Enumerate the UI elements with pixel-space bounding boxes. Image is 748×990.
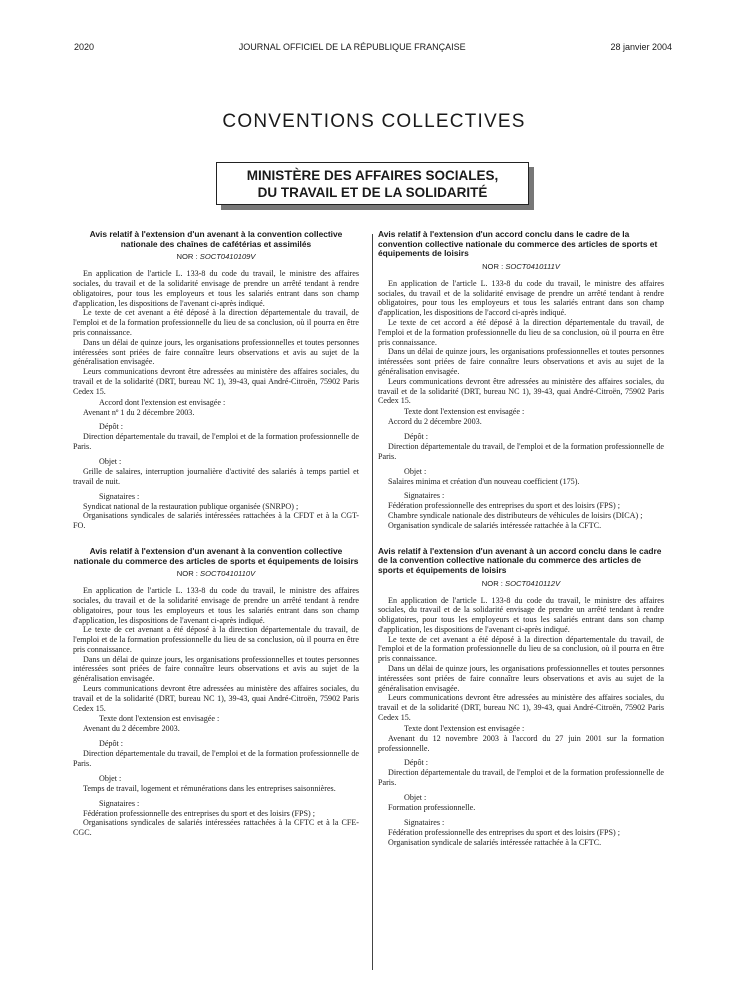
- nor-code: SOCT0410110V: [200, 569, 256, 579]
- section-title: CONVENTIONS COLLECTIVES: [222, 111, 526, 132]
- signataire: Syndicat national de la restauration publique organisée (SNRPO) ;: [83, 501, 299, 511]
- nor-code: SOCT0410111V: [505, 261, 560, 271]
- objet-text: Formation professionnelle.: [388, 803, 476, 813]
- signataires-label: Signataires :: [404, 491, 445, 501]
- nor-line: NOR : SOCT0410111V: [482, 261, 560, 271]
- signataire: Fédération professionnelle des entreprises du sport et des loisirs (FPS) ;: [388, 501, 620, 511]
- text-label: Texte dont l'extension est envisagée :: [404, 407, 525, 417]
- paragraph: Dans un délai de quinze jours, les organisations professionnelles et toutes personnes intéressées sont priées de faire connaître leurs observations et avis au sujet de la généralisation envisagée.: [378, 347, 664, 376]
- avis-block: [73, 547, 359, 838]
- objet-text: Salaires minima et création d'un nouveau coefficient (175).: [388, 476, 580, 486]
- signataire: Organisation syndicale de salariés intéressée rattachée à la CFTC.: [388, 520, 602, 530]
- paragraph: Dans un délai de quinze jours, les organisations professionnelles et toutes personnes intéressées sont priées de faire connaître leurs observations et avis au sujet de la généralisation envisagée.: [73, 654, 359, 684]
- depot-text: Direction départementale du travail, de l'emploi et de la formation professionnelle de Paris.: [378, 768, 664, 788]
- journal-title: JOURNAL OFFICIEL DE LA RÉPUBLIQUE FRANÇAISE: [238, 42, 466, 52]
- paragraph: Le texte de cet avenant a été déposé à la direction départementale du travail, de l'emploi et de la formation professionnelle du lieu de sa conclusion, où il pourra en être pris connaissance.: [73, 625, 359, 654]
- depot-label: Dépôt :: [99, 422, 124, 432]
- objet-label: Objet :: [99, 456, 122, 466]
- signataire: Chambre syndicale nationale des distributeurs de véhicules de loisirs (DICA) ;: [388, 511, 643, 521]
- paragraph: Le texte de cet avenant a été déposé à la direction départementale du travail, de l'emploi et de la formation professionnelle du lieu de sa conclusion, où il pourra en être pris connaissance.: [73, 308, 359, 337]
- avis-title: Avis relatif à l'extension d'un avenant à la convention collective nationale des chaînes de cafétérias et assimilés: [89, 229, 343, 249]
- paragraph: En application de l'article L. 133-8 du code du travail, le ministre des affaires sociales, du travail et de la solidarité envisage de prendre un arrêté tendant à rendre obligatoires, pour tous les employeurs et tous les salariés entrant dans son champ d'application, les dispositions de l'accord ci-après indiqué.: [378, 278, 664, 318]
- depot-label: Dépôt :: [404, 758, 429, 768]
- paragraph: Le texte de cet accord a été déposé à la direction départementale du travail, de l'emploi et de la formation professionnelle du lieu de sa conclusion, où il pourra en être pris connaissance.: [378, 317, 664, 347]
- paragraph: Leurs communications devront être adressées au ministère des affaires sociales, du travail et de la solidarité (DRT, bureau NC 1), 39-43, quai André-Citroën, 75902 Paris Cedex 15.: [378, 376, 664, 406]
- avis-block: [378, 547, 664, 848]
- objet-label: Objet :: [99, 773, 122, 783]
- objet-text: Grille de salaires, interruption journalière d'activité des salariés à temps partiel et travail de nuit.: [73, 466, 359, 486]
- paragraph: Dans un délai de quinze jours, les organisations professionnelles et toutes personnes intéressées sont priées de faire connaître leurs observations et avis au sujet de la généralisation envisagée.: [378, 664, 664, 693]
- nor-line: NOR : SOCT0410112V: [481, 578, 561, 588]
- text-label: Texte dont l'extension est envisagée :: [404, 723, 525, 733]
- text-value: Avenant du 12 novembre 2003 à l'accord du 27 juin 2001 sur la formation professionnelle.: [378, 733, 664, 753]
- text-label: Texte dont l'extension est envisagée :: [99, 714, 220, 724]
- ministry-box: [216, 162, 529, 205]
- signataire: Organisation syndicale de salariés intéressée rattachée à la CFTC.: [388, 837, 602, 847]
- paragraph: Dans un délai de quinze jours, les organisations professionnelles et toutes personnes intéressées sont priées de faire connaître leurs observations et avis au sujet de la généralisation envisagée.: [73, 337, 359, 367]
- ministry-line-2: DU TRAVAIL ET DE LA SOLIDARITÉ: [257, 185, 488, 200]
- signataire: Organisations syndicales de salariés intéressées rattachées à la CFTC et à la CFE-CGC.: [73, 818, 359, 838]
- objet-label: Objet :: [404, 466, 427, 476]
- signataires-label: Signataires :: [99, 491, 140, 501]
- nor-code: SOCT0410112V: [505, 578, 561, 588]
- text-value: Avenant du 2 décembre 2003.: [83, 724, 180, 734]
- depot-label: Dépôt :: [99, 739, 124, 749]
- depot-label: Dépôt :: [404, 431, 429, 441]
- depot-text: Direction départementale du travail, de l'emploi et de la formation professionnelle de Paris.: [73, 432, 359, 452]
- nor-line: NOR : SOCT0410110V: [176, 569, 256, 579]
- text-label: Accord dont l'extension est envisagée :: [99, 397, 226, 407]
- ministry-line-1: MINISTÈRE DES AFFAIRES SOCIALES,: [246, 168, 499, 183]
- paragraph: Leurs communications devront être adressées au ministère des affaires sociales, du travail et de la solidarité (DRT, bureau NC 1), 39-43, quai André-Citroën, 75902 Paris Cedex 15.: [73, 367, 359, 396]
- paragraph: Leurs communications devront être adressées au ministère des affaires sociales, du travail et de la solidarité (DRT, bureau NC 1), 39-43, quai André-Citroën, 75902 Paris Cedex 15.: [378, 693, 664, 723]
- avis-block: [378, 230, 664, 531]
- signataires-label: Signataires :: [404, 817, 445, 827]
- paragraph: En application de l'article L. 133-8 du code du travail, le ministre des affaires sociales, du travail et de la solidarité envisage de prendre un arrêté tendant à rendre obligatoires, pour tous les employeurs et tous les salariés entrant dans son champ d'application, les dispositions de l'avenant ci-après indiqué.: [73, 586, 359, 625]
- page-header: [74, 42, 672, 52]
- right-column: [378, 230, 664, 857]
- text-value: Avenant nº 1 du 2 décembre 2003.: [83, 407, 195, 417]
- left-column: [73, 230, 359, 848]
- signataire: Fédération professionnelle des entreprises du sport et des loisirs (FPS) ;: [83, 808, 315, 818]
- signataires-label: Signataires :: [99, 798, 140, 808]
- avis-block: [73, 230, 359, 531]
- paragraph: En application de l'article L. 133-8 du code du travail, le ministre des affaires sociales, du travail et de la solidarité envisage de prendre un arrêté tendant à rendre obligatoires, pour tous les employeurs et tous les salariés entrant dans son champ d'application, les dispositions de l'avenant ci-après indiqué.: [378, 595, 664, 634]
- paragraph: En application de l'article L. 133-8 du code du travail, le ministre des affaires sociales, du travail et de la solidarité envisage de prendre un arrêté tendant à rendre obligatoires, pour tous les employeurs et tous les salariés entrant dans son champ d'application, les dispositions de l'avenant ci-après indiqué.: [73, 269, 359, 308]
- signataire: Organisations syndicales de salariés intéressées rattachées à la CFDT et à la CGT-FO.: [73, 511, 359, 531]
- paragraph: Leurs communications devront être adressées au ministère des affaires sociales, du travail et de la solidarité (DRT, bureau NC 1), 39-43, quai André-Citroën, 75902 Paris Cedex 15.: [73, 684, 359, 713]
- text-value: Accord du 2 décembre 2003.: [388, 417, 482, 427]
- depot-text: Direction départementale du travail, de l'emploi et de la formation professionnelle de Paris.: [378, 441, 664, 461]
- objet-text: Temps de travail, logement et rémunérations dans les entreprises saisonnières.: [83, 783, 336, 793]
- issue-date: 28 janvier 2004: [610, 42, 672, 52]
- avis-title: Avis relatif à l'extension d'un avenant à un accord conclu dans le cadre de la convention collective nationale du commerce des articles de sports et équipements de loisirs: [378, 545, 662, 575]
- avis-title: Avis relatif à l'extension d'un avenant à la convention collective nationale du commerce des articles de sports et équipements de loisirs: [73, 545, 359, 566]
- paragraph: Le texte de cet avenant a été déposé à la direction départementale du travail, de l'emploi et de la formation professionnelle du lieu de sa conclusion, où il pourra en être pris connaissance.: [378, 634, 664, 664]
- avis-title: Avis relatif à l'extension d'un accord conclu dans le cadre de la convention collective nationale du commerce des articles de sports et équipements de loisirs: [378, 229, 658, 259]
- signataire: Fédération professionnelle des entreprises du sport et des loisirs (FPS) ;: [388, 827, 620, 837]
- depot-text: Direction départementale du travail, de l'emploi et de la formation professionnelle de Paris.: [73, 749, 359, 769]
- nor-code: SOCT0410109V: [199, 252, 256, 262]
- page-number: 2020: [74, 42, 95, 52]
- column-divider: [372, 234, 373, 970]
- nor-line: NOR : SOCT0410109V: [176, 252, 256, 262]
- objet-label: Objet :: [404, 793, 427, 803]
